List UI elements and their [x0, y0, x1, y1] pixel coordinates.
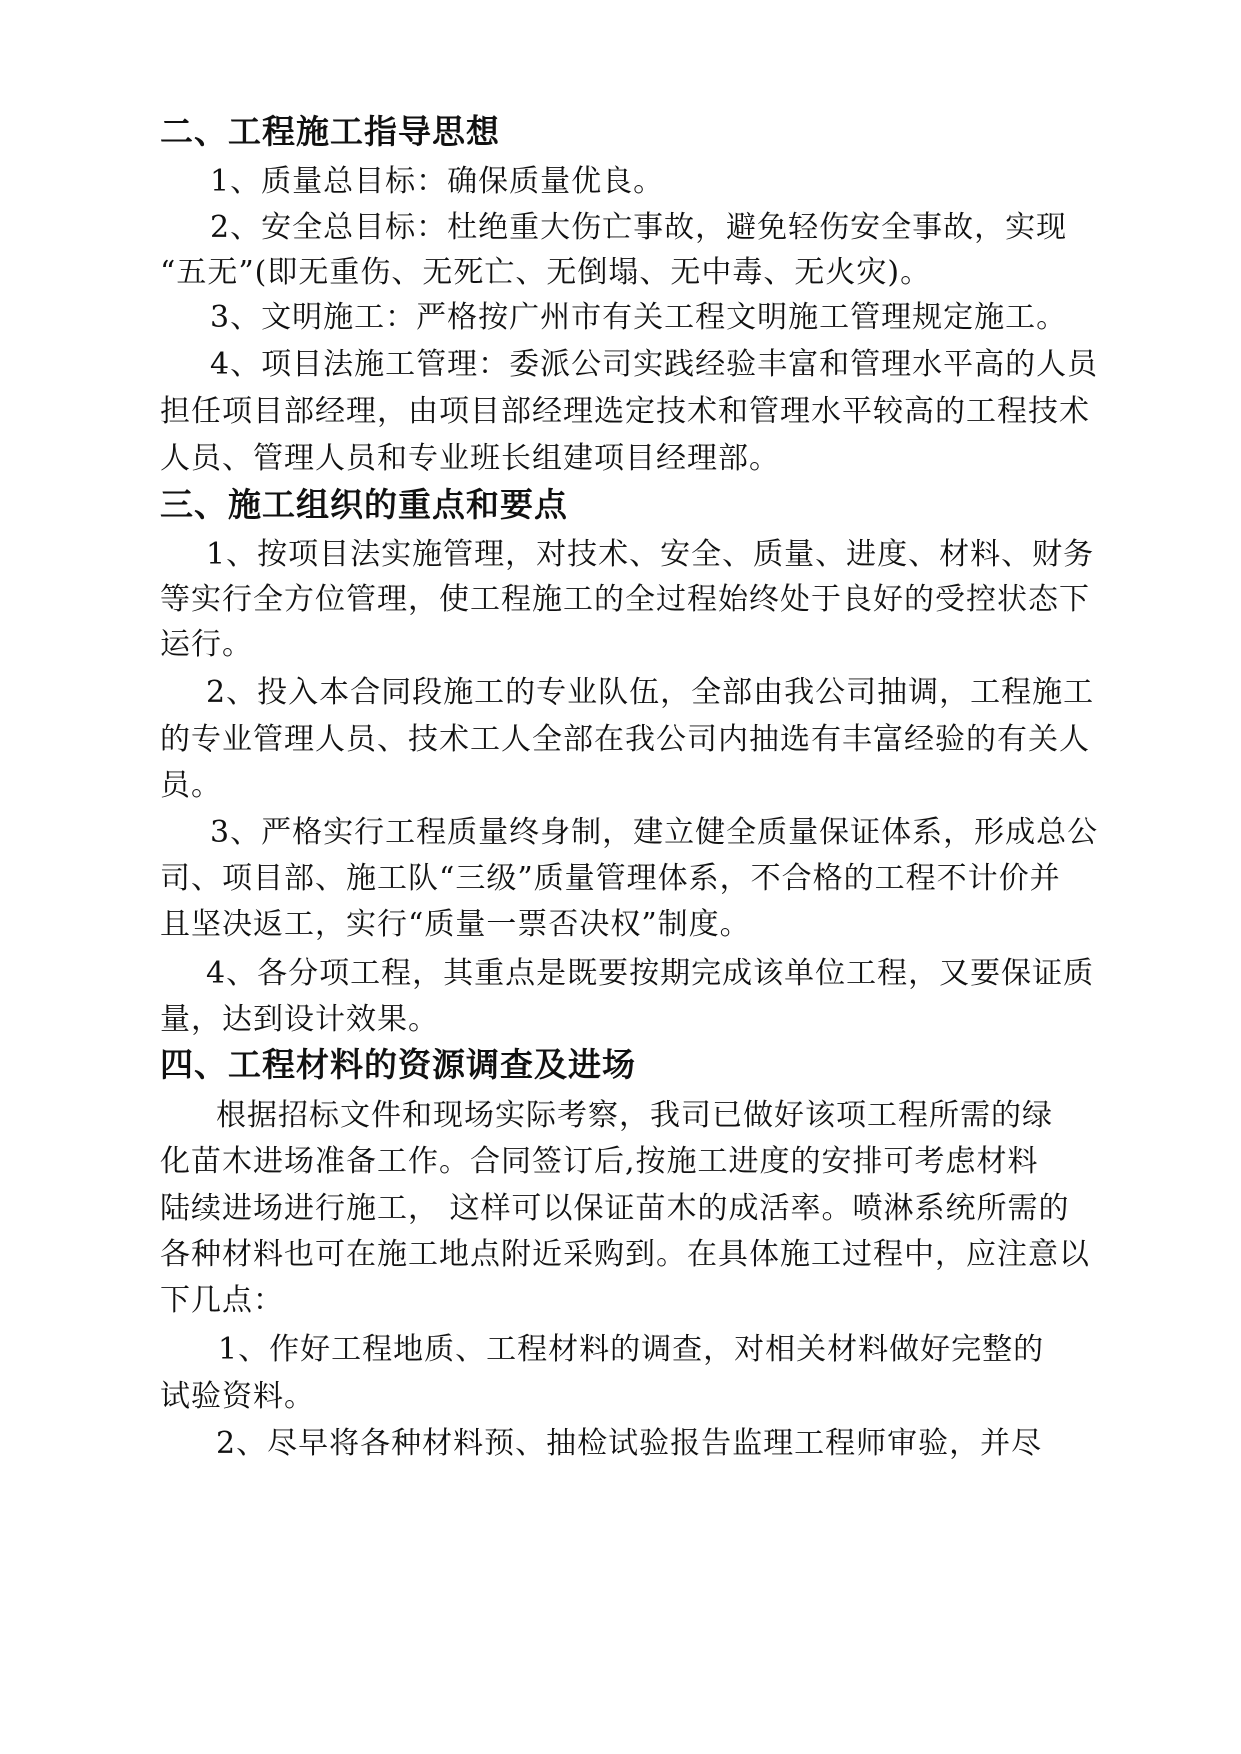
section-3-item-3: 3、严格实行工程质量终身制，建立健全质量保证体系，形成总公	[210, 815, 1099, 850]
section-3-item-4-cont: 量，达到设计效果。	[160, 1002, 439, 1037]
section-3-item-3-cont-2: 且坚决返工，实行“质量一票否决权”制度。	[160, 907, 751, 942]
section-2-item-2-cont: “五无”(即无重伤、无死亡、无倒塌、无中毒、无火灾)。	[160, 255, 932, 290]
section-2-item-4-cont-2: 人员、管理人员和专业班长组建项目经理部。	[160, 441, 780, 476]
section-4-para-line-1: 根据招标文件和现场实际考察，我司已做好该项工程所需的绿	[216, 1098, 1053, 1133]
section-4-para-line-3: 陆续进场进行施工， 这样可以保证苗木的成活率。喷淋系统所需的	[160, 1191, 1070, 1226]
section-3-item-2: 2、投入本合同段施工的专业队伍，全部由我公司抽调，工程施工	[206, 675, 1095, 710]
section-4-para-line-5: 下几点：	[160, 1283, 284, 1318]
section-2-heading: 二、工程施工指导思想	[160, 112, 500, 151]
section-4-heading: 四、工程材料的资源调查及进场	[160, 1045, 636, 1084]
section-4-para-line-2: 化苗木进场准备工作。合同签订后,按施工进度的安排可考虑材料	[160, 1144, 1039, 1179]
section-3-item-1-cont-1: 等实行全方位管理，使工程施工的全过程始终处于良好的受控状态下	[160, 582, 1090, 617]
section-2-item-2: 2、安全总目标：杜绝重大伤亡事故，避免轻伤安全事故，实现	[210, 210, 1068, 245]
section-2-item-1: 1、质量总目标：确保质量优良。	[210, 164, 665, 199]
section-3-item-1: 1、按项目法实施管理，对技术、安全、质量、进度、材料、财务	[206, 537, 1095, 572]
section-3-item-4: 4、各分项工程，其重点是既要按期完成该单位工程，又要保证质	[206, 956, 1095, 991]
section-3-item-1-cont-2: 运行。	[160, 627, 253, 662]
section-3-item-3-cont-1: 司、项目部、施工队“三级”质量管理体系，不合格的工程不计价并	[160, 861, 1061, 896]
section-3-item-2-cont-2: 员。	[160, 768, 222, 803]
section-4-item-2: 2、尽早将各种材料预、抽检试验报告监理工程师审验，并尽	[216, 1426, 1043, 1461]
section-2-item-4-cont-1: 担任项目部经理，由项目部经理选定技术和管理水平较高的工程技术	[160, 394, 1090, 429]
section-4-item-1-cont: 试验资料。	[160, 1379, 315, 1414]
section-2-item-4: 4、项目法施工管理：委派公司实践经验丰富和管理水平高的人员	[210, 347, 1099, 382]
section-3-heading: 三、施工组织的重点和要点	[160, 485, 568, 524]
section-2-item-3: 3、文明施工：严格按广州市有关工程文明施工管理规定施工。	[210, 300, 1068, 335]
section-4-para-line-4: 各种材料也可在施工地点附近采购到。在具体施工过程中，应注意以	[160, 1237, 1090, 1272]
section-3-item-2-cont-1: 的专业管理人员、技术工人全部在我公司内抽选有丰富经验的有关人	[160, 722, 1090, 757]
section-4-item-1: 1、作好工程地质、工程材料的调查，对相关材料做好完整的	[218, 1332, 1045, 1367]
